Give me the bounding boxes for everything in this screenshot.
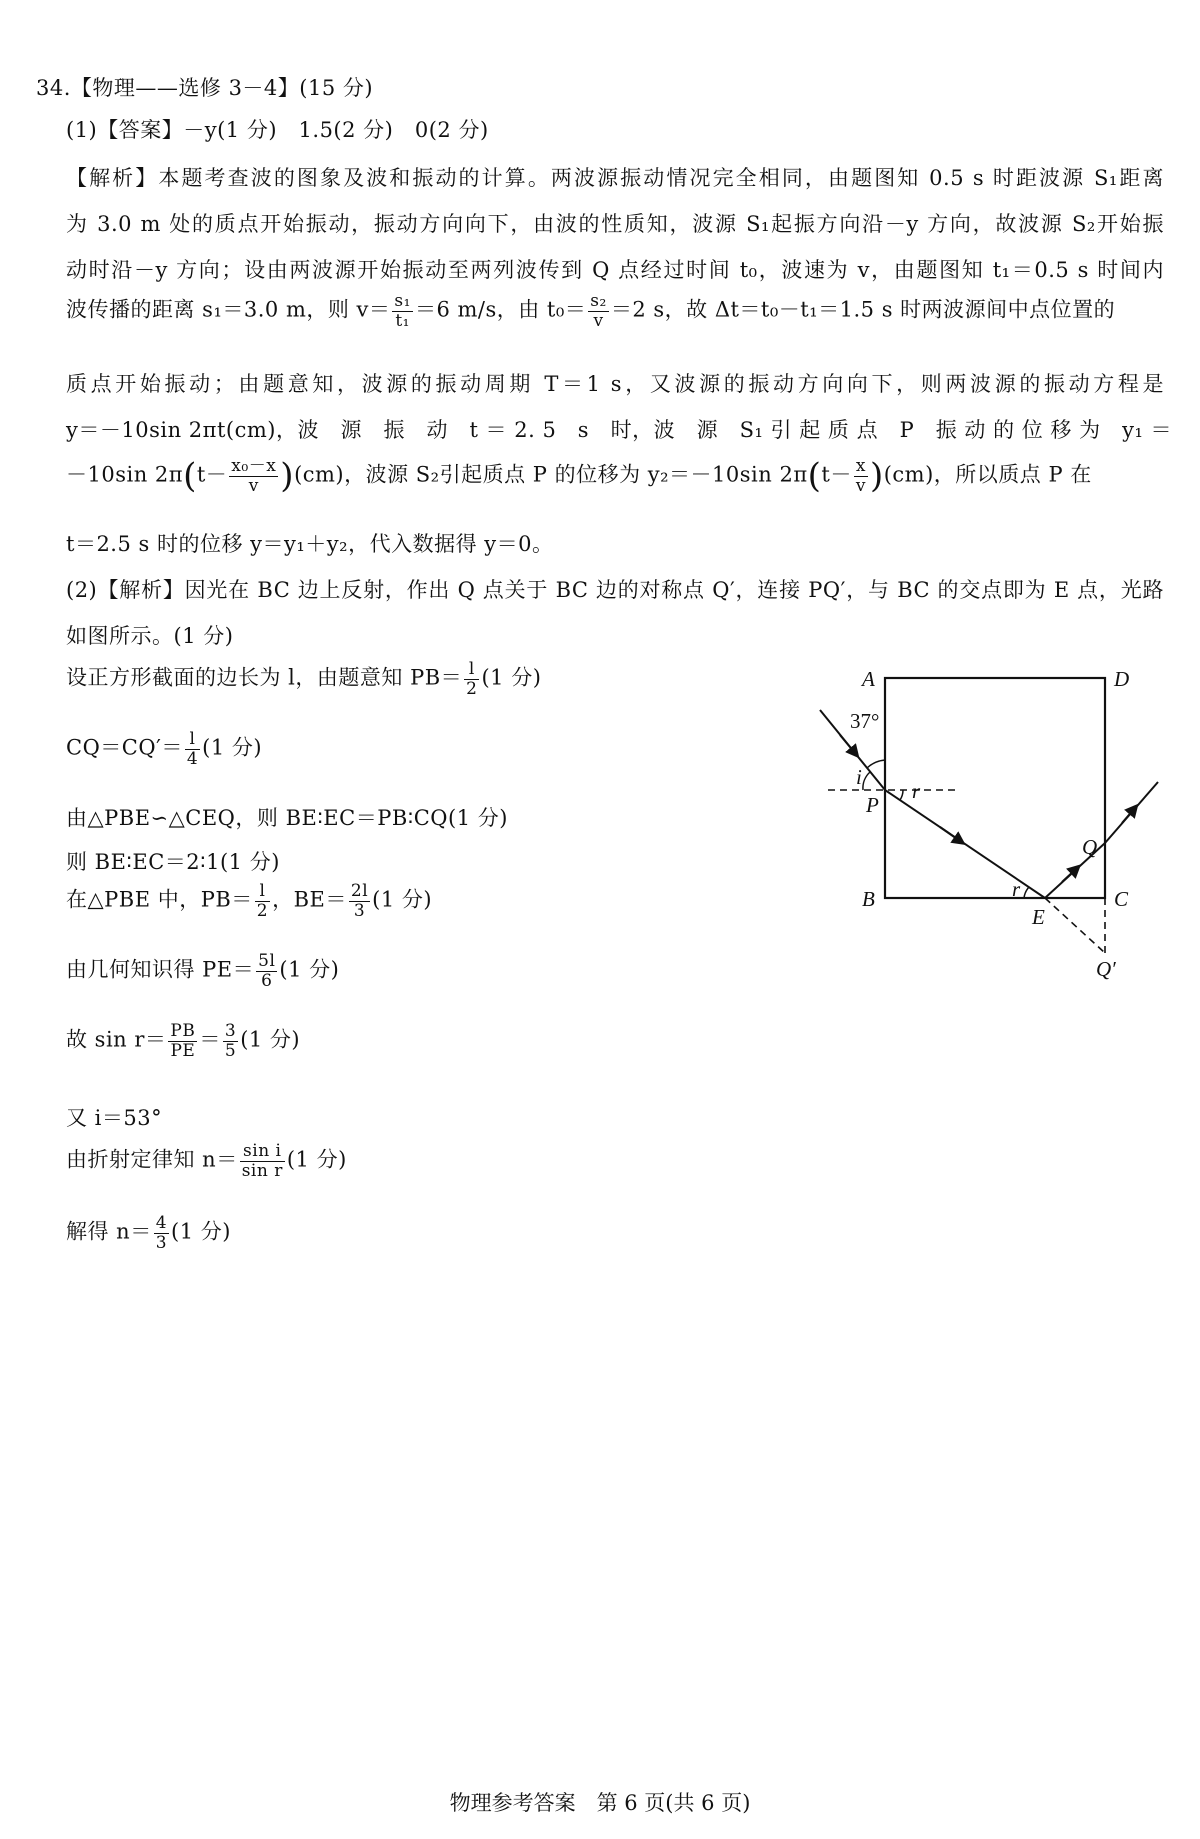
numerator: l	[464, 660, 479, 680]
text: (cm)，所以质点 P 在	[883, 462, 1092, 487]
solution-step: 又 i＝53°	[66, 1106, 163, 1130]
analysis-line: t＝2.5 s 时的位移 y＝y₁＋y₂，代入数据得 y＝0。	[66, 532, 554, 556]
denominator: 6	[261, 970, 273, 991]
fraction	[588, 292, 609, 330]
denominator: sin r	[241, 1160, 283, 1181]
text: (1 分)	[171, 1219, 231, 1244]
label-angle-37: 37°	[850, 709, 880, 733]
denominator: v	[248, 475, 259, 496]
text: (1 分)	[240, 1027, 301, 1052]
text: 由折射定律知 n＝	[66, 1147, 238, 1172]
label-q-prime: Q′	[1096, 957, 1116, 980]
solution-step	[66, 1142, 347, 1180]
text: ＝6 m/s，由 t₀＝	[414, 297, 587, 322]
fraction	[240, 1142, 285, 1180]
numerator: s₂	[590, 291, 607, 311]
text: 故 sin r＝	[66, 1027, 167, 1052]
denominator: t₁	[395, 310, 410, 331]
fraction	[255, 882, 270, 920]
solution-step	[66, 952, 339, 990]
label-e: E	[1032, 905, 1045, 929]
angle-arc-r-p	[900, 790, 903, 800]
numerator: 5l	[258, 951, 276, 971]
solution-step	[66, 1022, 300, 1060]
text: (1 分)	[202, 735, 263, 760]
text: (1 分)	[286, 1147, 347, 1172]
text: 解得 n＝	[66, 1219, 152, 1244]
fraction	[154, 1214, 169, 1252]
angle-arc-37	[867, 760, 885, 768]
numerator: PB	[170, 1021, 196, 1041]
page-footer: 物理参考答案 第 6 页(共 6 页)	[449, 1791, 751, 1815]
right-paren: )	[869, 456, 884, 496]
fraction	[854, 457, 868, 495]
text: 由几何知识得 PE＝	[66, 957, 255, 982]
label-q: Q	[1082, 835, 1098, 859]
reflected-arrow	[1062, 869, 1076, 882]
denominator: PE	[170, 1040, 196, 1061]
numerator: 3	[224, 1021, 237, 1041]
solution-step	[66, 730, 262, 768]
part2-line: 如图所示。(1 分)	[66, 624, 234, 648]
denominator: v	[593, 310, 604, 331]
text: －10sin 2π	[66, 462, 184, 487]
text: 在△PBE 中，PB＝	[66, 887, 253, 912]
numerator: x₀－x	[231, 455, 277, 476]
text: t－	[196, 462, 228, 487]
label-b: B	[862, 887, 875, 911]
label-p: P	[866, 793, 879, 817]
text: (1 分)	[372, 887, 433, 912]
question-title: 34.【物理——选修 3－4】(15 分)	[36, 76, 374, 100]
fraction	[223, 1022, 238, 1060]
denominator: 4	[186, 748, 199, 769]
denominator: 3	[155, 1232, 168, 1253]
label-r-e: r	[1012, 877, 1021, 901]
analysis-line: 动时沿－y 方向；设由两波源开始振动至两列波传到 Q 点经过时间 t₀，波速为 v，由题图知 t₁＝0.5 s 时间内	[66, 258, 1164, 282]
text: 波传播的距离 s₁＝3.0 m，则 v＝	[66, 297, 391, 322]
text: ＝	[199, 1027, 221, 1052]
numerator: 2l	[350, 881, 369, 901]
label-d: D	[1114, 667, 1130, 691]
analysis-line: 【解析】本题考查波的图象及波和振动的计算。两波源振动情况完全相同，由题图知 0.5 s 时距波源 S₁距离	[66, 166, 1164, 190]
numerator: x	[854, 457, 868, 477]
label-i: i	[856, 765, 862, 789]
denominator: 2	[256, 900, 269, 921]
solution-step	[66, 660, 541, 698]
analysis-line: 为 3.0 m 处的质点开始振动，振动方向向下，由波的性质知，波源 S₁起振方向沿－y 方向，故波源 S₂开始振	[66, 212, 1164, 236]
fraction	[464, 660, 479, 698]
angle-arc-r-e	[1024, 887, 1029, 898]
light-path-diagram	[800, 660, 1180, 980]
denominator: v	[855, 475, 866, 496]
numerator: sin i	[240, 1142, 285, 1162]
fraction	[392, 292, 413, 330]
emergent-arrow	[1122, 809, 1134, 823]
fraction	[185, 730, 200, 768]
analysis-line-formula	[66, 292, 1115, 330]
denominator: 5	[224, 1040, 237, 1061]
text: (cm)，波源 S₂引起质点 P 的位移为 y₂＝－10sin 2π	[294, 462, 808, 487]
fraction	[229, 457, 278, 495]
label-c: C	[1114, 887, 1129, 911]
text: CQ＝CQ′＝	[66, 735, 183, 760]
refracted-ray	[885, 790, 1045, 898]
solution-step	[66, 882, 432, 920]
left-paren: (	[183, 456, 197, 496]
solution-step: 则 BE∶EC＝2∶1(1 分)	[66, 850, 280, 874]
denominator: 3	[353, 900, 366, 921]
fraction	[256, 952, 277, 990]
numerator: l	[185, 730, 200, 750]
angle-arc-i	[863, 772, 870, 790]
analysis-line: 质点开始振动；由题意知，波源的振动周期 T＝1 s，又波源的振动方向向下，则两波源的振动方程是	[66, 372, 1164, 396]
analysis-line: y＝－10sin 2πt(cm)，波 源 振 动 t ＝ 2. 5 s 时，波 源 S₁ 引 起 质 点 P 振 动 的 位 移 为 y₁ ＝	[66, 418, 1173, 442]
text: ，BE＝	[272, 887, 347, 912]
text: t－	[821, 462, 852, 487]
label-r-p: r	[912, 779, 921, 803]
text: ＝2 s，故 Δt＝t₀－t₁＝1.5 s 时两波源间中点位置的	[610, 297, 1116, 322]
left-paren: (	[807, 456, 822, 496]
part1-answer: (1)【答案】－y(1 分) 1.5(2 分) 0(2 分)	[66, 118, 489, 142]
numerator: s₁	[394, 291, 411, 311]
refracted-arrow	[940, 827, 960, 841]
solution-step	[66, 1214, 231, 1252]
label-a: A	[862, 667, 875, 691]
solution-step: 由△PBE∽△CEQ，则 BE∶EC＝PB∶CQ(1 分)	[66, 806, 508, 830]
text: 设正方形截面的边长为 l，由题意知 PB＝	[66, 665, 463, 690]
incident-arrow	[840, 735, 855, 753]
fraction	[168, 1022, 197, 1060]
part2-line: (2)【解析】因光在 BC 边上反射，作出 Q 点关于 BC 边的对称点 Q′，连接 PQ′，与 BC 的交点即为 E 点，光路	[66, 578, 1164, 602]
right-paren: )	[280, 456, 295, 496]
denominator: 2	[466, 678, 478, 699]
text: (1 分)	[279, 957, 340, 982]
text: (1 分)	[481, 665, 542, 690]
numerator: l	[255, 882, 270, 902]
analysis-line-formula	[66, 456, 1092, 496]
extension-to-qprime	[1045, 898, 1105, 953]
numerator: 4	[155, 1213, 168, 1233]
fraction	[349, 882, 370, 920]
